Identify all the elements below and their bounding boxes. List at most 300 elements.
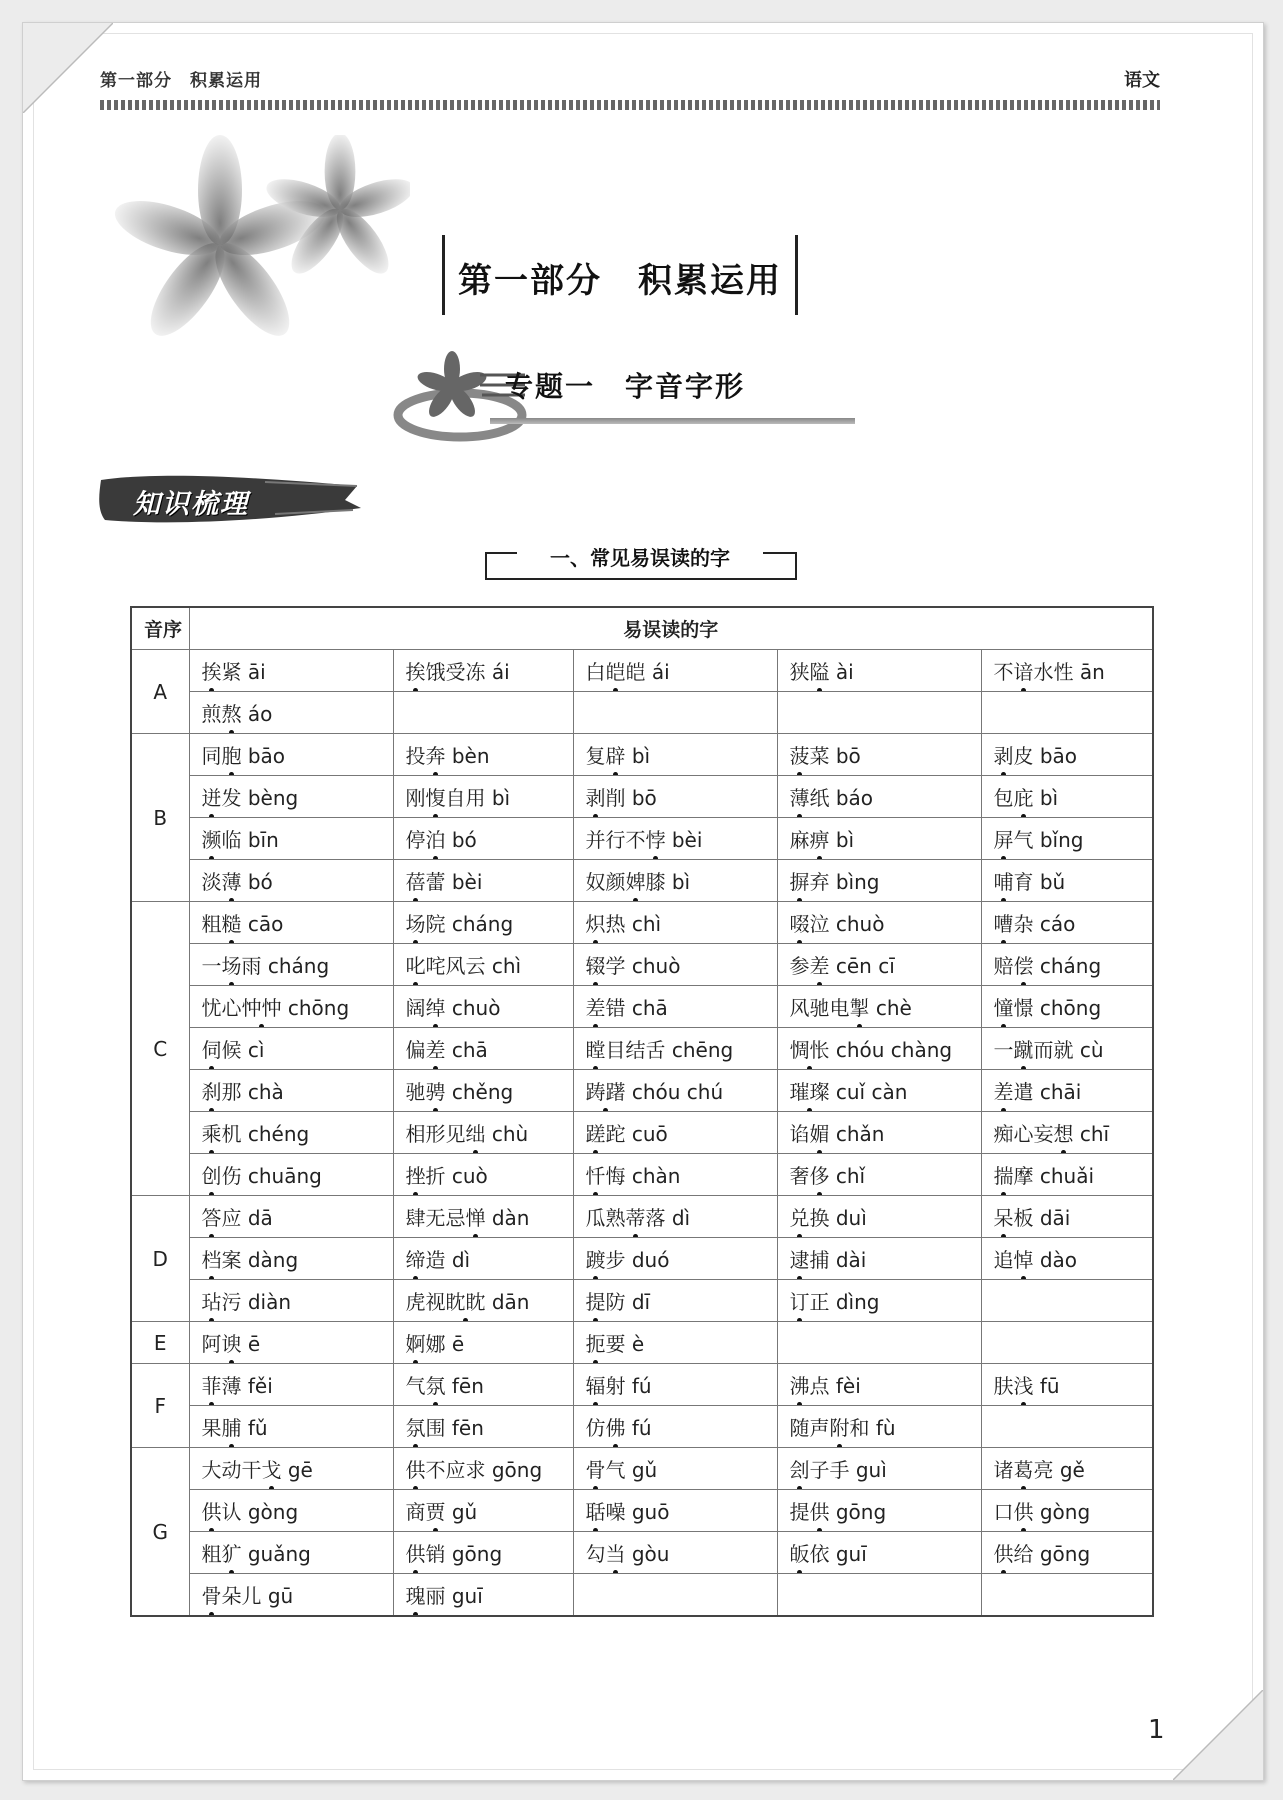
table-row bbox=[131, 1070, 1153, 1112]
emphasized-character: 浅 bbox=[1014, 1370, 1034, 1399]
emphasized-character: 辐 bbox=[586, 1370, 606, 1399]
emphasized-character: 犷 bbox=[222, 1538, 242, 1567]
emphasized-character: 炽 bbox=[586, 908, 606, 937]
word-cell bbox=[777, 860, 981, 902]
word-suffix-pinyin: 而就 cù bbox=[1033, 1038, 1104, 1062]
table-row bbox=[131, 860, 1153, 902]
word-suffix-pinyin: ài bbox=[829, 660, 854, 684]
word-suffix-pinyin: fū bbox=[1033, 1374, 1060, 1398]
word-cell bbox=[777, 1112, 981, 1154]
word-cell bbox=[573, 1490, 777, 1532]
emphasized-character: 媚 bbox=[810, 1118, 830, 1147]
word-cell bbox=[189, 1364, 393, 1406]
word-suffix-pinyin: 机 chéng bbox=[221, 1122, 310, 1146]
word-suffix-pinyin: 杂 cáo bbox=[1013, 912, 1076, 936]
emphasized-character: 供 bbox=[202, 1496, 222, 1525]
word-suffix-pinyin: 围 fēn bbox=[425, 1416, 484, 1440]
emphasized-character: 屏 bbox=[994, 824, 1014, 853]
emphasized-character: 痹 bbox=[810, 824, 830, 853]
word-cell bbox=[981, 1070, 1153, 1112]
word-cell bbox=[393, 902, 573, 944]
word-suffix-pinyin: 皮 bāo bbox=[1013, 744, 1078, 768]
word-cell bbox=[393, 1070, 573, 1112]
word-prefix: 痴心妄 bbox=[993, 1122, 1054, 1146]
word-cell bbox=[393, 818, 573, 860]
word-prefix: 不 bbox=[993, 660, 1014, 684]
emphasized-character: 供 bbox=[406, 1538, 426, 1567]
emphasized-character: 熬 bbox=[222, 698, 242, 727]
word-prefix: 参 bbox=[789, 954, 810, 978]
emphasized-character: 档 bbox=[202, 1244, 222, 1273]
word-suffix-pinyin: 膝 bì bbox=[645, 870, 691, 894]
word-suffix-pinyin: 朵儿 gū bbox=[221, 1584, 294, 1608]
word-cell bbox=[981, 1490, 1153, 1532]
word-suffix-pinyin: 自用 bì bbox=[445, 786, 511, 810]
emphasized-character: 婢 bbox=[626, 866, 646, 895]
word-cell bbox=[189, 944, 393, 986]
table-row bbox=[131, 1406, 1153, 1448]
word-cell bbox=[573, 1280, 777, 1322]
emphasized-character: 骨 bbox=[586, 1454, 606, 1483]
word-prefix: 偏 bbox=[405, 1038, 426, 1062]
word-cell bbox=[393, 1322, 573, 1364]
emphasized-character: 订 bbox=[790, 1286, 810, 1315]
emphasized-character: 蒂 bbox=[626, 1202, 646, 1231]
word-cell bbox=[189, 1322, 393, 1364]
emphasized-character: 隘 bbox=[810, 656, 830, 685]
word-cell bbox=[981, 650, 1153, 692]
word-prefix: 相形见 bbox=[405, 1122, 466, 1146]
word-cell bbox=[393, 1112, 573, 1154]
table-row bbox=[131, 818, 1153, 860]
word-suffix-pinyin: 遣 chāi bbox=[1013, 1080, 1082, 1104]
word-prefix: 停 bbox=[405, 828, 426, 852]
word-cell bbox=[573, 1406, 777, 1448]
emphasized-character: 聒 bbox=[586, 1496, 606, 1525]
word-suffix-pinyin: 气 bǐng bbox=[1013, 828, 1084, 852]
word-suffix-pinyin: chǎn bbox=[829, 1122, 885, 1146]
word-suffix-pinyin: 悔 chàn bbox=[605, 1164, 681, 1188]
word-cell bbox=[573, 1448, 777, 1490]
word-cell bbox=[777, 1196, 981, 1238]
word-cell bbox=[777, 776, 981, 818]
word-suffix-pinyin: 饿受冻 ái bbox=[425, 660, 510, 684]
word-prefix: 瓜熟 bbox=[585, 1206, 626, 1230]
running-header bbox=[100, 66, 1160, 96]
word-suffix-pinyin: 案 dàng bbox=[221, 1248, 299, 1272]
table-header-pinyin-order: 音序 bbox=[131, 607, 189, 650]
word-cell bbox=[981, 1112, 1153, 1154]
emphasized-character: 蹉 bbox=[586, 1118, 606, 1147]
emphasized-character: 踱 bbox=[586, 1244, 606, 1273]
word-cell bbox=[981, 734, 1153, 776]
emphasized-character: 愎 bbox=[426, 782, 446, 811]
word-cell bbox=[393, 1574, 573, 1617]
word-prefix: 阿 bbox=[201, 1332, 222, 1356]
word-prefix: 忧心 bbox=[201, 996, 242, 1020]
word-cell bbox=[981, 860, 1153, 902]
word-cell bbox=[573, 1574, 777, 1617]
word-cell bbox=[573, 1322, 777, 1364]
word-prefix: 粗 bbox=[201, 912, 222, 936]
word-suffix-pinyin: guǎng bbox=[241, 1542, 311, 1566]
word-prefix: 风驰电 bbox=[789, 996, 850, 1020]
word-suffix-pinyin: 伤 chuāng bbox=[221, 1164, 322, 1188]
emphasized-character: 谀 bbox=[222, 1328, 242, 1357]
word-suffix-pinyin: chóu chàng bbox=[829, 1038, 953, 1062]
table-row bbox=[131, 1238, 1153, 1280]
word-suffix-pinyin: 换 duì bbox=[809, 1206, 867, 1230]
word-cell bbox=[573, 1196, 777, 1238]
emphasized-character: 兑 bbox=[790, 1202, 810, 1231]
table-row bbox=[131, 1154, 1153, 1196]
emphasized-character: 氛 bbox=[406, 1412, 426, 1441]
word-cell bbox=[189, 776, 393, 818]
word-suffix-pinyin: gōng bbox=[829, 1500, 887, 1524]
word-prefix: 粗 bbox=[201, 1542, 222, 1566]
emphasized-character: 皑 bbox=[606, 656, 626, 685]
word-suffix-pinyin: 子手 guì bbox=[809, 1458, 887, 1482]
word-suffix-pinyin: 水性 ān bbox=[1033, 660, 1105, 684]
word-cell bbox=[573, 1364, 777, 1406]
word-suffix-pinyin: cāo bbox=[241, 912, 284, 936]
word-cell bbox=[573, 1112, 777, 1154]
word-prefix: 谄 bbox=[789, 1122, 810, 1146]
emphasized-character: 佛 bbox=[606, 1412, 626, 1441]
word-cell bbox=[393, 650, 573, 692]
part-title: 第一部分 积累运用 bbox=[458, 261, 782, 301]
word-suffix-pinyin: 薄 fěi bbox=[221, 1374, 273, 1398]
word-prefix: 大动干 bbox=[201, 1458, 262, 1482]
emphasized-character: 答 bbox=[202, 1202, 222, 1231]
word-prefix: 口 bbox=[993, 1500, 1014, 1524]
running-header-subject: 语文 bbox=[1124, 70, 1160, 91]
word-prefix: 狭 bbox=[789, 660, 810, 684]
word-prefix: 一 bbox=[993, 1038, 1014, 1062]
word-suffix-pinyin: gòng bbox=[1033, 1500, 1091, 1524]
emphasized-character: 掣 bbox=[850, 992, 870, 1021]
emphasized-character: 哺 bbox=[994, 866, 1014, 895]
word-cell bbox=[393, 692, 573, 734]
emphasized-character: 绌 bbox=[466, 1118, 486, 1147]
word-suffix-pinyin: 点 fèi bbox=[809, 1374, 861, 1398]
table-row bbox=[131, 650, 1153, 692]
word-cell bbox=[573, 944, 777, 986]
word-suffix-pinyin: chī bbox=[1073, 1122, 1110, 1146]
table-row bbox=[131, 1322, 1153, 1364]
emphasized-character: 迸 bbox=[202, 782, 222, 811]
emphasized-character: 璀璨 bbox=[790, 1076, 830, 1105]
word-suffix-pinyin: chǐ bbox=[829, 1164, 866, 1188]
word-cell bbox=[189, 1490, 393, 1532]
pinyin-letter-cell: D bbox=[131, 1196, 189, 1322]
word-cell bbox=[189, 650, 393, 692]
emphasized-character: 皈 bbox=[790, 1538, 810, 1567]
word-cell bbox=[981, 1448, 1153, 1490]
topic-heading bbox=[360, 345, 880, 445]
word-prefix: 追 bbox=[993, 1248, 1014, 1272]
word-suffix-pinyin: 发 bèng bbox=[221, 786, 299, 810]
table-row bbox=[131, 1112, 1153, 1154]
word-cell bbox=[573, 1070, 777, 1112]
word-suffix-pinyin: 育 bǔ bbox=[1013, 870, 1066, 894]
word-cell bbox=[981, 776, 1153, 818]
emphasized-character: 叱 bbox=[406, 950, 426, 979]
word-cell bbox=[777, 734, 981, 776]
emphasized-character: 供 bbox=[994, 1538, 1014, 1567]
word-suffix-pinyin: gē bbox=[281, 1458, 313, 1482]
emphasized-character: 脯 bbox=[222, 1412, 242, 1441]
emphasized-character: 当 bbox=[606, 1538, 626, 1567]
emphasized-character: 薄 bbox=[222, 866, 242, 895]
word-suffix-pinyin: 憬 chōng bbox=[1013, 996, 1102, 1020]
word-suffix-pinyin: 落 dì bbox=[645, 1206, 691, 1230]
word-suffix-pinyin: gòu bbox=[625, 1542, 670, 1566]
word-cell bbox=[777, 902, 981, 944]
table-row bbox=[131, 1028, 1153, 1070]
word-prefix: 投 bbox=[405, 744, 426, 768]
word-cell bbox=[981, 1406, 1153, 1448]
emphasized-character: 辍 bbox=[586, 950, 606, 979]
emphasized-character: 偿 bbox=[1014, 950, 1034, 979]
word-cell bbox=[573, 860, 777, 902]
word-prefix: 勾 bbox=[585, 1542, 606, 1566]
emphasized-character: 薄 bbox=[790, 782, 810, 811]
word-prefix: 白 bbox=[585, 660, 606, 684]
word-suffix-pinyin: chù bbox=[485, 1122, 529, 1146]
flower-decoration-icon bbox=[110, 135, 410, 355]
table-row bbox=[131, 1490, 1153, 1532]
word-cell bbox=[393, 1448, 573, 1490]
word-cell bbox=[981, 692, 1153, 734]
word-suffix-pinyin: 削 bō bbox=[605, 786, 657, 810]
word-suffix-pinyin: 那 chà bbox=[221, 1080, 284, 1104]
word-cell bbox=[393, 1490, 573, 1532]
emphasized-character: 差 bbox=[994, 1076, 1014, 1105]
emphasized-character: 场 bbox=[406, 908, 426, 937]
word-suffix-pinyin: bāo bbox=[241, 744, 286, 768]
word-prefix: 赔 bbox=[993, 954, 1014, 978]
table-row bbox=[131, 776, 1153, 818]
word-suffix-pinyin: 院 cháng bbox=[425, 912, 514, 936]
word-suffix-pinyin: 认 gòng bbox=[221, 1500, 299, 1524]
emphasized-character: 蹴 bbox=[1014, 1034, 1034, 1063]
word-suffix-pinyin: 咤风云 chì bbox=[425, 954, 522, 978]
word-suffix-pinyin: 蕾 bèi bbox=[425, 870, 483, 894]
word-cell bbox=[981, 986, 1153, 1028]
word-suffix-pinyin: 学 chuò bbox=[605, 954, 681, 978]
word-cell bbox=[573, 734, 777, 776]
emphasized-character: 泊 bbox=[426, 824, 446, 853]
word-cell bbox=[981, 818, 1153, 860]
word-suffix-pinyin: 目结舌 chēng bbox=[605, 1038, 734, 1062]
emphasized-character: 挨 bbox=[406, 656, 426, 685]
pinyin-letter-cell: B bbox=[131, 734, 189, 902]
word-prefix: 一 bbox=[201, 954, 222, 978]
word-cell bbox=[981, 944, 1153, 986]
word-prefix: 肤 bbox=[993, 1374, 1014, 1398]
emphasized-character: 濒 bbox=[202, 824, 222, 853]
word-suffix-pinyin: dàn bbox=[485, 1206, 530, 1230]
word-cell bbox=[981, 1532, 1153, 1574]
section-title: 一、常见易误读的字 bbox=[525, 542, 755, 571]
word-cell bbox=[573, 1532, 777, 1574]
table-row bbox=[131, 902, 1153, 944]
emphasized-character: 差 bbox=[426, 1034, 446, 1063]
word-cell bbox=[777, 692, 981, 734]
word-cell bbox=[189, 902, 393, 944]
word-suffix-pinyin: 射 fú bbox=[605, 1374, 652, 1398]
table-row bbox=[131, 944, 1153, 986]
word-cell bbox=[189, 986, 393, 1028]
word-cell bbox=[777, 818, 981, 860]
emphasized-character: 乘 bbox=[202, 1118, 222, 1147]
word-suffix-pinyin: 折 cuò bbox=[425, 1164, 488, 1188]
word-suffix-pinyin: 泣 chuò bbox=[809, 912, 885, 936]
word-suffix-pinyin: cháng bbox=[1033, 954, 1102, 978]
emphasized-character: 差 bbox=[810, 950, 830, 979]
emphasized-character: 剥 bbox=[586, 782, 606, 811]
word-suffix-pinyin: 候 cì bbox=[221, 1038, 265, 1062]
word-cell bbox=[393, 986, 573, 1028]
emphasized-character: 瞠 bbox=[586, 1034, 606, 1063]
emphasized-character: 眈眈 bbox=[446, 1286, 486, 1315]
word-cell bbox=[981, 1574, 1153, 1617]
word-cell bbox=[573, 1238, 777, 1280]
pinyin-letter-cell: E bbox=[131, 1322, 189, 1364]
word-cell bbox=[393, 734, 573, 776]
emphasized-character: 刹 bbox=[202, 1076, 222, 1105]
word-cell bbox=[393, 1238, 573, 1280]
word-suffix-pinyin: 皑 ái bbox=[625, 660, 670, 684]
word-suffix-pinyin: 不应求 gōng bbox=[425, 1458, 543, 1482]
word-suffix-pinyin: 紧 āi bbox=[221, 660, 266, 684]
word-cell bbox=[777, 1154, 981, 1196]
word-suffix-pinyin: cuǐ càn bbox=[829, 1080, 908, 1104]
word-prefix: 果 bbox=[201, 1416, 222, 1440]
word-suffix-pinyin: 摩 chuǎi bbox=[1013, 1164, 1095, 1188]
word-cell bbox=[573, 902, 777, 944]
page-corner-fold-icon bbox=[1173, 1690, 1263, 1780]
emphasized-character: 挫 bbox=[406, 1160, 426, 1189]
emphasized-character: 贾 bbox=[426, 1496, 446, 1525]
word-suffix-pinyin: 弃 bìng bbox=[809, 870, 880, 894]
word-suffix-pinyin: 捕 dài bbox=[809, 1248, 867, 1272]
word-cell bbox=[573, 818, 777, 860]
word-prefix: 同 bbox=[201, 744, 222, 768]
word-suffix-pinyin: fú bbox=[625, 1416, 652, 1440]
word-cell bbox=[777, 1574, 981, 1617]
emphasized-character: 菲 bbox=[202, 1370, 222, 1399]
word-prefix: 煎 bbox=[201, 702, 222, 726]
word-cell bbox=[573, 650, 777, 692]
word-suffix-pinyin: dào bbox=[1033, 1248, 1078, 1272]
table-row bbox=[131, 986, 1153, 1028]
word-prefix: 刚 bbox=[405, 786, 426, 810]
word-cell bbox=[189, 818, 393, 860]
part-title-right-bar bbox=[795, 235, 798, 315]
misread-characters-table bbox=[130, 606, 1154, 1617]
emphasized-character: 踌躇 bbox=[586, 1076, 626, 1105]
pinyin-letter-cell: F bbox=[131, 1364, 189, 1448]
word-cell bbox=[189, 1028, 393, 1070]
part-title-block bbox=[420, 235, 820, 315]
word-cell bbox=[393, 1406, 573, 1448]
word-cell bbox=[189, 1238, 393, 1280]
word-prefix: 商 bbox=[405, 1500, 426, 1524]
word-cell bbox=[777, 1028, 981, 1070]
word-suffix-pinyin: bèi bbox=[665, 828, 703, 852]
word-suffix-pinyin: chā bbox=[445, 1038, 488, 1062]
emphasized-character: 庇 bbox=[1014, 782, 1034, 811]
word-suffix-pinyin: ē bbox=[241, 1332, 261, 1356]
word-cell bbox=[573, 1028, 777, 1070]
emphasized-character: 供 bbox=[810, 1496, 830, 1525]
word-suffix-pinyin: 纸 báo bbox=[809, 786, 874, 810]
word-cell bbox=[393, 776, 573, 818]
word-cell bbox=[393, 1532, 573, 1574]
table-row bbox=[131, 1532, 1153, 1574]
word-cell bbox=[189, 1574, 393, 1617]
emphasized-character: 缔 bbox=[406, 1244, 426, 1273]
emphasized-character: 骋 bbox=[426, 1076, 446, 1105]
emphasized-character: 挨 bbox=[202, 656, 222, 685]
table-row bbox=[131, 692, 1153, 734]
word-cell bbox=[777, 1280, 981, 1322]
emphasized-character: 摒 bbox=[790, 866, 810, 895]
table-row bbox=[131, 1196, 1153, 1238]
word-suffix-pinyin: 亮 gě bbox=[1033, 1458, 1085, 1482]
word-suffix-pinyin: chuò bbox=[445, 996, 501, 1020]
word-suffix-pinyin: gǔ bbox=[445, 1500, 478, 1524]
knowledge-badge bbox=[95, 470, 365, 528]
emphasized-character: 悼 bbox=[1014, 1244, 1034, 1273]
word-cell bbox=[777, 986, 981, 1028]
emphasized-character: 扼 bbox=[586, 1328, 606, 1357]
pinyin-letter-cell: G bbox=[131, 1448, 189, 1617]
emphasized-character: 氛 bbox=[426, 1370, 446, 1399]
word-cell bbox=[777, 1406, 981, 1448]
emphasized-character: 创 bbox=[202, 1160, 222, 1189]
word-cell bbox=[981, 1154, 1153, 1196]
word-suffix-pinyin: bó bbox=[445, 828, 477, 852]
word-prefix: 随声 bbox=[789, 1416, 830, 1440]
table-row bbox=[131, 1574, 1153, 1617]
word-cell bbox=[981, 1364, 1153, 1406]
word-prefix: 奢 bbox=[789, 1164, 810, 1188]
word-cell bbox=[573, 986, 777, 1028]
word-cell bbox=[777, 650, 981, 692]
emphasized-character: 谙 bbox=[1014, 656, 1034, 685]
emphasized-character: 骨 bbox=[202, 1580, 222, 1609]
word-prefix: 驰 bbox=[405, 1080, 426, 1104]
word-cell bbox=[393, 1028, 573, 1070]
word-cell bbox=[981, 1028, 1153, 1070]
running-header-section: 第一部分 积累运用 bbox=[100, 71, 262, 91]
emphasized-character: 想 bbox=[1054, 1118, 1074, 1147]
emphasized-character: 场 bbox=[222, 950, 242, 979]
word-prefix: 包 bbox=[993, 786, 1014, 810]
word-cell bbox=[777, 1448, 981, 1490]
word-cell bbox=[981, 902, 1153, 944]
pinyin-letter-cell: A bbox=[131, 650, 189, 734]
word-suffix-pinyin: 污 diàn bbox=[221, 1290, 292, 1314]
emphasized-character: 剥 bbox=[994, 740, 1014, 769]
emphasized-character: 菠 bbox=[790, 740, 810, 769]
word-suffix-pinyin: chěng bbox=[445, 1080, 514, 1104]
word-suffix-pinyin: 板 dāi bbox=[1013, 1206, 1071, 1230]
section-title-tick bbox=[485, 552, 517, 554]
